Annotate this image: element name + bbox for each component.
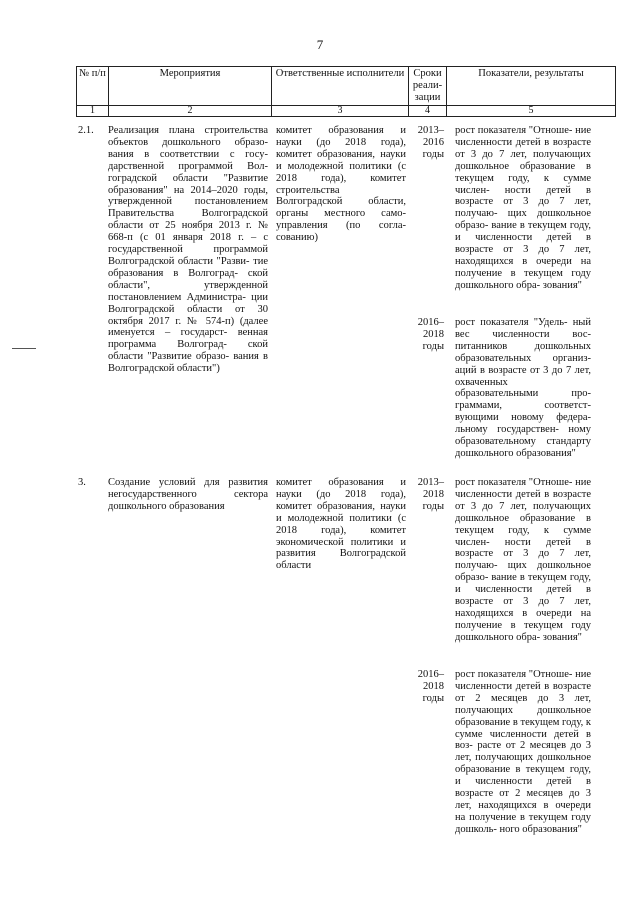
row-term-result: рост показателя "Удель- ный вес численности вос- питанников дошкольных образовательных организ- аций в возрасте от 3 до 7 лет, охваченных образовательными про- граммами, соответст- вующими новому федера- льному государствен- ному образовательному стандарту дошкольного образования" xyxy=(455,317,591,459)
header-col-number: 3 xyxy=(272,106,409,117)
margin-mark xyxy=(12,348,36,349)
header-terms: Сроки реали- зации xyxy=(409,67,447,106)
row-number: 2.1. xyxy=(78,125,94,136)
page-number: 7 xyxy=(316,37,324,52)
table-header xyxy=(76,66,616,117)
row-term-period: 2016–2018 годы xyxy=(417,669,444,704)
header-executors: Ответственные исполнители xyxy=(272,67,409,106)
header-col-number: 4 xyxy=(409,106,447,117)
header-events: Мероприятия xyxy=(109,67,272,106)
header-col-number: 1 xyxy=(77,106,109,117)
row-event: Создание условий для развития негосударственного сектора дошкольного образования xyxy=(108,477,268,512)
row-term-period: 2013–2016 годы xyxy=(417,125,444,160)
header-number: № п/п xyxy=(77,67,109,106)
row-number: 3. xyxy=(78,477,86,488)
row-term-result: рост показателя "Отноше- ние численности детей в возрасте от 2 месяцев до 3 лет, получающих дошкольное образование в текущем году, к сумме численности детей в воз- расте от 2 месяцев до 3 лет, получающих дошкольное образование в текущем году, и численности детей в возрасте от 2 месяцев до 3 лет, находящихся в очереди на получение в текущем году дошколь- ного образования" xyxy=(455,669,591,835)
header-col-number: 2 xyxy=(109,106,272,117)
row-term-period: 2016–2018 годы xyxy=(417,317,444,352)
row-event: Реализация плана строительства объектов дошкольного образо- вания в соответствии с госу- дарственной программой Вол- гоградской области "Развитие образования" на 2014–2020 годы, утвержденной постановлением Правительства Волгоградской области от 25 ноября 2013 г. № 668-п (с 01 января 2018 г. – с государственной программой Волгоградской области "Разви- тие образования в Волгоград- ской области", утвержденной постановлением Администра- ции Волгоградской области от 30 октября 2017 г. № 574-п) (далее именуется – государст- венная программа Волгоград- ской области "Развитие образо- вания в Волгоградской области") xyxy=(108,125,268,375)
row-executors: комитет образования и науки (до 2018 года), комитет образования, науки и молодежной политики (с 2018 года), комитет экономической политики и развития Волгоградской области xyxy=(276,477,406,572)
header-col-number: 5 xyxy=(447,106,616,117)
row-term-result: рост показателя "Отноше- ние численности детей в возрасте от 3 до 7 лет, получающих дошкольное образование в текущем году, к сумме числен- ности детей в возрасте от 3 до 7 лет, получаю- щих дошкольное образо- вание в текущем году, и численности детей в возрасте от 3 до 7 лет, находящихся в очереди на получение в текущем году дошкольного обра- зования" xyxy=(455,477,591,643)
row-term-result: рост показателя "Отноше- ние численности детей в возрасте от 3 до 7 лет, получающих дошкольное образование в текущем году, к сумме числен- ности детей в возрасте от 3 до 7 лет, получаю- щих дошкольное образо- вание в текущем году, и численности детей в возрасте от 3 до 7 лет, находящихся в очереди на получение в текущем году дошкольного обра- зования" xyxy=(455,125,591,291)
row-executors: комитет образования и науки (до 2018 года), комитет образования, науки и молодежной политики (с 2018 года), комитет строительства Волгоградской области, органы местного само- управления (по согла- сованию) xyxy=(276,125,406,244)
header-results: Показатели, результаты xyxy=(447,67,616,106)
row-term-period: 2013–2018 годы xyxy=(417,477,444,512)
